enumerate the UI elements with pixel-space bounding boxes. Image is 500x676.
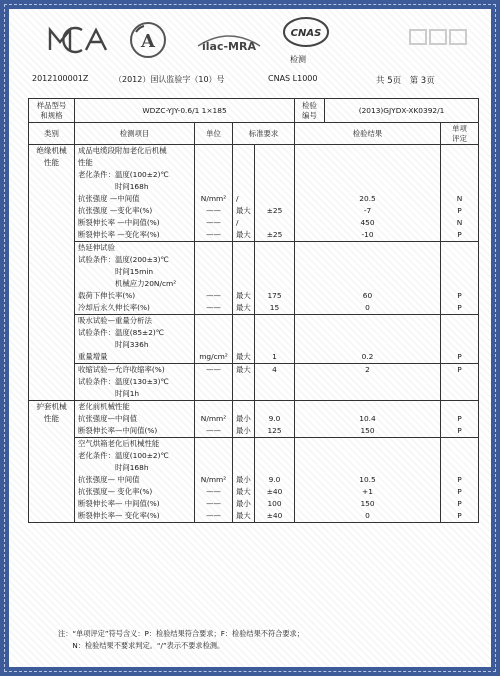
cmp-value xyxy=(233,266,254,278)
val-value xyxy=(255,450,294,462)
result-value xyxy=(295,339,440,351)
val-value xyxy=(255,438,294,450)
test-group-row xyxy=(29,364,479,401)
unit-value: —— xyxy=(206,499,221,509)
result-value xyxy=(295,327,440,339)
category-cell xyxy=(29,145,75,401)
item-value: 断裂伸长率— 变化率(%) xyxy=(78,511,160,521)
eval-value xyxy=(441,145,478,157)
item-cell xyxy=(75,401,195,438)
item-value: 载荷下伸长率(%) xyxy=(78,291,136,301)
result-value: 60 xyxy=(362,291,373,301)
result-value xyxy=(295,438,440,450)
cmp-value: / xyxy=(236,218,239,228)
result-value xyxy=(295,157,440,169)
eval-value: P xyxy=(457,230,462,240)
val-value xyxy=(255,401,294,413)
cmp-value xyxy=(233,327,254,339)
item-cell xyxy=(75,438,195,523)
svg-text:A: A xyxy=(141,31,155,52)
eval-value: P xyxy=(457,291,462,301)
faint-cal-watermark xyxy=(408,26,468,48)
val-value xyxy=(255,169,294,181)
unit-value xyxy=(195,315,232,327)
unit-value xyxy=(195,254,232,266)
cmp-value xyxy=(233,450,254,462)
unit-value xyxy=(195,266,232,278)
eval-value xyxy=(441,315,478,327)
val-value xyxy=(255,376,294,388)
eval-value xyxy=(441,388,478,400)
item-value: 断裂伸长率—中间值(%) xyxy=(78,426,158,436)
cmp-value xyxy=(233,181,254,193)
eval-value xyxy=(441,450,478,462)
unit-value xyxy=(195,388,232,400)
eval-value xyxy=(441,438,478,450)
eval-value xyxy=(441,169,478,181)
val-cell xyxy=(255,438,295,523)
sample-label xyxy=(29,99,75,123)
val-value: 1 xyxy=(272,352,277,362)
unit-value: —— xyxy=(206,206,221,216)
unit-value: N/mm² xyxy=(200,475,227,485)
unit-value xyxy=(195,339,232,351)
eval-value xyxy=(441,157,478,169)
cmp-value: 最大 xyxy=(236,230,251,240)
unit-value xyxy=(195,157,232,169)
cmp-cell xyxy=(233,315,255,364)
unit-value xyxy=(195,242,232,254)
cal-logo xyxy=(126,20,170,60)
test-results-table xyxy=(28,98,479,523)
item-value: 试验条件：温度(130±3)℃ xyxy=(78,377,169,387)
cmp-value: 最大 xyxy=(236,291,251,301)
unit-value: —— xyxy=(206,291,221,301)
cmp-value: / xyxy=(236,194,239,204)
item-value: 断裂伸长率 —变化率(%) xyxy=(78,230,160,240)
cmp-cell xyxy=(233,242,255,315)
cnas-logo xyxy=(276,14,340,60)
category-label: 性能 xyxy=(43,413,60,423)
item-value: 时间336h xyxy=(78,340,149,350)
val-value: 4 xyxy=(272,365,277,375)
val-value xyxy=(255,145,294,157)
eval-value xyxy=(441,254,478,266)
unit-value xyxy=(195,169,232,181)
result-cell xyxy=(295,401,441,438)
val-value xyxy=(255,266,294,278)
unit-value: mg/cm² xyxy=(199,352,228,362)
cmp-cell xyxy=(233,364,255,401)
item-value: 试验条件：温度(200±3)℃ xyxy=(78,255,169,265)
cmp-value xyxy=(233,278,254,290)
eval-value: P xyxy=(457,487,462,497)
cmp-value: 最小 xyxy=(236,499,251,509)
category-cell xyxy=(29,401,75,523)
unit-cell xyxy=(195,401,233,438)
cmp-value: 最大 xyxy=(236,487,251,497)
eval-value: P xyxy=(457,414,462,424)
unit-value: —— xyxy=(206,303,221,313)
sample-spec: WDZC-YJY-0.6/1 1×185 xyxy=(75,99,295,123)
category-label: 绝缘机械 xyxy=(36,146,67,156)
item-value: 抗张强度— 中间值 xyxy=(78,475,140,485)
result-value: -7 xyxy=(363,206,372,216)
eval-value xyxy=(441,266,478,278)
result-cell xyxy=(295,364,441,401)
unit-value: —— xyxy=(206,487,221,497)
eval-value: P xyxy=(457,426,462,436)
col-result: 检验结果 xyxy=(295,123,441,145)
val-value xyxy=(255,327,294,339)
cmp-value: 最大 xyxy=(236,352,251,362)
cnas-word: 检测 xyxy=(290,55,306,64)
cmp-value xyxy=(233,388,254,400)
val-value: ±40 xyxy=(266,487,283,497)
unit-value xyxy=(195,327,232,339)
eval-value: P xyxy=(457,499,462,509)
eval-value: P xyxy=(457,352,462,362)
result-value xyxy=(295,376,440,388)
unit-cell xyxy=(195,145,233,242)
cmp-cell xyxy=(233,401,255,438)
result-value xyxy=(295,450,440,462)
item-cell xyxy=(75,145,195,242)
result-value: +1 xyxy=(362,487,373,497)
result-value xyxy=(295,462,440,474)
page-info: 共 5页 第 3页 xyxy=(376,76,435,86)
cmp-value xyxy=(233,401,254,413)
eval-value: P xyxy=(457,206,462,216)
val-value: 9.0 xyxy=(268,475,281,485)
result-value: 150 xyxy=(360,499,375,509)
cma-logo xyxy=(46,24,108,54)
val-value xyxy=(255,254,294,266)
cmp-value: 最大 xyxy=(236,365,251,375)
unit-value: N/mm² xyxy=(200,194,227,204)
unit-value: —— xyxy=(206,511,221,521)
unit-value: —— xyxy=(206,426,221,436)
result-value xyxy=(295,254,440,266)
result-value xyxy=(295,315,440,327)
result-value: -10 xyxy=(361,230,374,240)
footnote-line1: 注：“单项评定”符号含义：P：检验结果符合要求；F：检验结果不符合要求； xyxy=(58,629,304,638)
item-cell xyxy=(75,315,195,364)
inspection-no-label xyxy=(295,99,325,123)
result-value xyxy=(295,145,440,157)
eval-value: P xyxy=(457,365,462,375)
item-value: 时间168h xyxy=(78,182,149,192)
unit-value xyxy=(195,181,232,193)
result-value xyxy=(295,401,440,413)
cmp-value: 最大 xyxy=(236,206,251,216)
val-value: ±25 xyxy=(266,230,283,240)
column-header-row xyxy=(29,123,479,145)
unit-cell xyxy=(195,364,233,401)
val-value xyxy=(255,193,294,205)
unit-value xyxy=(195,278,232,290)
item-value: 时间15min xyxy=(78,267,154,277)
val-value: 175 xyxy=(267,291,282,301)
footnote-line2: N：检验结果不要求判定。“/”表示不要求检测。 xyxy=(58,640,225,650)
category-label: 护套机械 xyxy=(36,402,67,412)
item-value: 抗张强度 —中间值 xyxy=(78,194,140,204)
col-requirement: 标准要求 xyxy=(233,123,295,145)
test-group-row xyxy=(29,315,479,364)
eval-value xyxy=(441,401,478,413)
val-value xyxy=(255,181,294,193)
item-value: 吸水试验—重量分析法 xyxy=(78,316,152,326)
cmp-value: 最小 xyxy=(236,414,251,424)
eval-value xyxy=(441,181,478,193)
item-value: 抗张强度 —变化率(%) xyxy=(78,206,153,216)
result-value: 20.5 xyxy=(359,194,376,204)
result-value: 0 xyxy=(365,303,370,313)
item-value: 老化条件：温度(100±2)℃ xyxy=(78,170,169,180)
footnote xyxy=(58,628,458,651)
result-value: 150 xyxy=(360,426,375,436)
result-value: 0 xyxy=(365,511,370,521)
eval-cell xyxy=(441,315,479,364)
item-value: 老化前机械性能 xyxy=(78,402,130,412)
unit-value: —— xyxy=(206,365,221,375)
val-value xyxy=(255,339,294,351)
cmp-value: 最小 xyxy=(236,426,251,436)
result-cell xyxy=(295,145,441,242)
sample-row xyxy=(29,99,479,123)
cmp-value: 最大 xyxy=(236,511,251,521)
report-page xyxy=(14,14,486,662)
eval-value: N xyxy=(456,194,463,204)
result-cell xyxy=(295,438,441,523)
svg-text:ilac-MRA: ilac-MRA xyxy=(202,40,256,53)
eval-value xyxy=(441,376,478,388)
item-value: 成品电缆段附加老化后机械 xyxy=(78,146,167,156)
item-value: 抗张强度— 变化率(%) xyxy=(78,487,153,497)
eval-value xyxy=(441,339,478,351)
val-value: 100 xyxy=(267,499,282,509)
item-value: 老化条件：温度(100±2)℃ xyxy=(78,451,169,461)
cmp-value xyxy=(233,145,254,157)
val-value: 9.0 xyxy=(268,414,281,424)
val-value xyxy=(255,217,294,229)
result-value: 450 xyxy=(360,218,375,228)
item-value: 冷却后永久伸长率(%) xyxy=(78,303,150,313)
cmp-value xyxy=(233,462,254,474)
item-value: 断裂伸长率— 中间值(%) xyxy=(78,499,160,509)
item-cell xyxy=(75,242,195,315)
item-cell xyxy=(75,364,195,401)
eval-value xyxy=(441,242,478,254)
unit-value xyxy=(195,450,232,462)
result-cell xyxy=(295,242,441,315)
inspection-no: (2013)GJYDX-XK0392/1 xyxy=(325,99,479,123)
report-number: 2012100001Z xyxy=(32,74,89,83)
item-value: 时间1h xyxy=(78,389,140,399)
result-value xyxy=(295,278,440,290)
unit-cell xyxy=(195,438,233,523)
unit-value xyxy=(195,462,232,474)
unit-cell xyxy=(195,242,233,315)
result-value xyxy=(295,181,440,193)
val-cell xyxy=(255,401,295,438)
val-value: 15 xyxy=(269,303,280,313)
svg-text:CNAS: CNAS xyxy=(290,28,322,39)
item-value: 机械应力20N/cm² xyxy=(78,279,177,289)
val-value: ±40 xyxy=(266,511,283,521)
eval-value xyxy=(441,278,478,290)
sample-label-line2: 和规格 xyxy=(40,110,63,120)
eval-cell xyxy=(441,438,479,523)
val-value xyxy=(255,315,294,327)
item-value: 收缩试验—允许收缩率(%) xyxy=(78,365,165,375)
val-value xyxy=(255,242,294,254)
cmp-value: 最大 xyxy=(236,303,251,313)
result-value: 0.2 xyxy=(361,352,374,362)
result-value: 2 xyxy=(365,365,370,375)
test-group-row xyxy=(29,401,479,438)
col-evaluation-line1: 单项 xyxy=(452,124,467,133)
result-value xyxy=(295,266,440,278)
result-value xyxy=(295,388,440,400)
report-meta xyxy=(14,74,486,98)
col-unit: 单位 xyxy=(195,123,233,145)
sample-label-line1: 样品型号 xyxy=(36,100,67,110)
eval-value xyxy=(441,462,478,474)
unit-value xyxy=(195,401,232,413)
eval-value: N xyxy=(456,218,463,228)
eval-cell xyxy=(441,364,479,401)
eval-cell xyxy=(441,401,479,438)
val-value xyxy=(255,462,294,474)
unit-value xyxy=(195,145,232,157)
test-group-row xyxy=(29,438,479,523)
val-cell xyxy=(255,242,295,315)
cmp-value xyxy=(233,254,254,266)
cmp-cell xyxy=(233,438,255,523)
unit-value: N/mm² xyxy=(200,414,227,424)
inspection-no-label-line1: 检验 xyxy=(302,100,317,110)
val-cell xyxy=(255,145,295,242)
cmp-value xyxy=(233,242,254,254)
col-evaluation xyxy=(441,123,479,145)
col-evaluation-line2: 评定 xyxy=(452,133,467,143)
eval-value: P xyxy=(457,475,462,485)
val-value: 125 xyxy=(267,426,282,436)
unit-value: —— xyxy=(206,218,221,228)
result-value: 10.4 xyxy=(359,414,376,424)
test-group-row xyxy=(29,145,479,242)
cmp-value xyxy=(233,339,254,351)
val-value xyxy=(255,388,294,400)
item-value: 时间168h xyxy=(78,463,149,473)
cmp-value xyxy=(233,438,254,450)
inspection-no-label-line2: 编号 xyxy=(302,110,317,120)
cnas-number: CNAS L1000 xyxy=(268,74,318,83)
result-value xyxy=(295,169,440,181)
item-value: 性能 xyxy=(78,158,93,168)
logo-bar xyxy=(14,14,486,74)
col-item: 检测项目 xyxy=(75,123,195,145)
eval-value: P xyxy=(457,511,462,521)
item-value: 断裂伸长率 —中间值(%) xyxy=(78,218,160,228)
category-label: 性能 xyxy=(43,157,60,167)
eval-cell xyxy=(441,242,479,315)
val-value xyxy=(255,278,294,290)
col-category: 类别 xyxy=(29,123,75,145)
cmp-cell xyxy=(233,145,255,242)
item-value: 试验条件：温度(85±2)℃ xyxy=(78,328,165,338)
item-value: 抗张强度—中间值 xyxy=(78,414,138,424)
val-value: ±25 xyxy=(266,206,283,216)
result-value xyxy=(295,242,440,254)
accreditation-number: （2012）国认监验字（10）号 xyxy=(114,75,225,84)
eval-value: P xyxy=(457,303,462,313)
test-group-row xyxy=(29,242,479,315)
result-cell xyxy=(295,315,441,364)
unit-value xyxy=(195,376,232,388)
cmp-value xyxy=(233,157,254,169)
cmp-value: 最小 xyxy=(236,475,251,485)
cmp-value xyxy=(233,315,254,327)
cmp-value xyxy=(233,169,254,181)
cmp-value xyxy=(233,376,254,388)
val-cell xyxy=(255,364,295,401)
val-value xyxy=(255,157,294,169)
unit-value xyxy=(195,438,232,450)
item-value: 热延伸试验 xyxy=(78,243,115,253)
result-value: 10.5 xyxy=(359,475,376,485)
item-value: 空气烘箱老化后机械性能 xyxy=(78,439,160,449)
unit-value: —— xyxy=(206,230,221,240)
item-value: 重量增量 xyxy=(78,352,108,362)
eval-cell xyxy=(441,145,479,242)
eval-value xyxy=(441,327,478,339)
unit-cell xyxy=(195,315,233,364)
ilac-mra-logo xyxy=(192,26,266,56)
val-cell xyxy=(255,315,295,364)
